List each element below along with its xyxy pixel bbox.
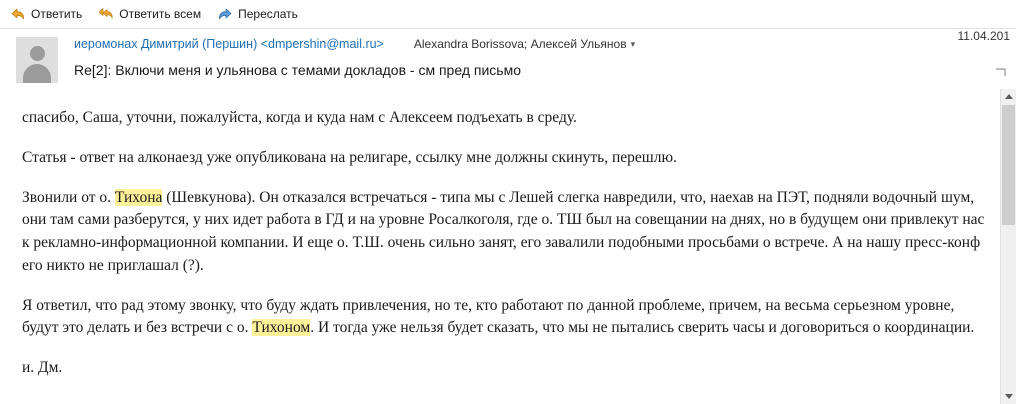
body-paragraph (22, 187, 990, 278)
sender-address[interactable]: иеромонах Димитрий (Першин) <dmpershin@mail.ru> (74, 37, 384, 51)
body-text: Я ответил, что рад этому звонку, что буду ждать привлечения, но те, кто работают по данной проблеме, причем, на весьма серьезном уровне, будут это делать и без встречи с о. (22, 296, 955, 337)
message-body (0, 89, 1016, 404)
highlighted-text: Тихона (114, 188, 163, 206)
reply-button-label: Ответить (31, 7, 83, 21)
forward-icon (217, 6, 233, 22)
body-paragraph (22, 357, 990, 380)
scroll-down-arrow-icon[interactable] (1001, 389, 1016, 404)
reply-all-icon (98, 6, 114, 22)
recipients-list[interactable]: Alexandra Borissova; Алексей Ульянов (413, 37, 627, 51)
scroll-up-arrow-icon[interactable] (1001, 89, 1016, 104)
chevron-down-icon[interactable]: ▾ (630, 39, 636, 49)
reply-all-button[interactable] (94, 3, 209, 25)
expand-header-icon[interactable] (994, 65, 1008, 79)
reply-icon (10, 6, 26, 22)
message-header (0, 29, 1016, 96)
forward-button-label: Переслать (238, 7, 298, 21)
reply-button[interactable] (6, 3, 90, 25)
forward-button[interactable] (213, 3, 306, 25)
reply-all-button-label: Ответить всем (119, 7, 202, 21)
message-subject: Re[2]: Включи меня и ульянова с темами докладов - см пред письмо (74, 62, 521, 78)
highlighted-text: Тихоном (252, 319, 311, 337)
body-text: спасибо, Саша, уточни, пожалуйста, когда и куда нам с Алексеем подъехать в среду. (22, 109, 577, 126)
scrollbar-thumb[interactable] (1002, 105, 1015, 225)
body-paragraph (22, 107, 990, 130)
body-text: (Шевкунова). Он отказался встречаться - типа мы с Лешей слегка навредили, что, наехав на ПЭТ, подняли водочный шум, они там сами разберутся, у них идет работа в ГД и на уровне Росалкоголя, где о. ТШ был на совещании на днях, но в будущем они привлекут нас к рекламно-информационной компании. И еще о. Т.Ш. очень сильно занят, его завалили подобными просьбами о встрече. А на нашу пресс-конф его никто не приглашал (?). (22, 188, 985, 274)
body-paragraph (22, 295, 990, 341)
body-text: и. Дм. (22, 359, 63, 377)
body-text: Статья - ответ на алконаезд уже опубликована на религаре, ссылку мне должны скинуть, перешлю. (22, 148, 677, 166)
body-text: Звонили от о. (22, 188, 115, 206)
avatar (16, 37, 58, 83)
body-text: . И тогда уже нельзя будет сказать, что мы не пытались сверить часы и договориться о координации. (310, 319, 975, 337)
message-date: 11.04.201 (957, 29, 1010, 43)
body-paragraph (22, 147, 990, 170)
vertical-scrollbar[interactable] (1000, 89, 1016, 404)
mail-toolbar (0, 0, 1016, 29)
avatar-body (23, 64, 51, 83)
avatar-head (30, 46, 45, 61)
sender-row (74, 37, 1006, 51)
